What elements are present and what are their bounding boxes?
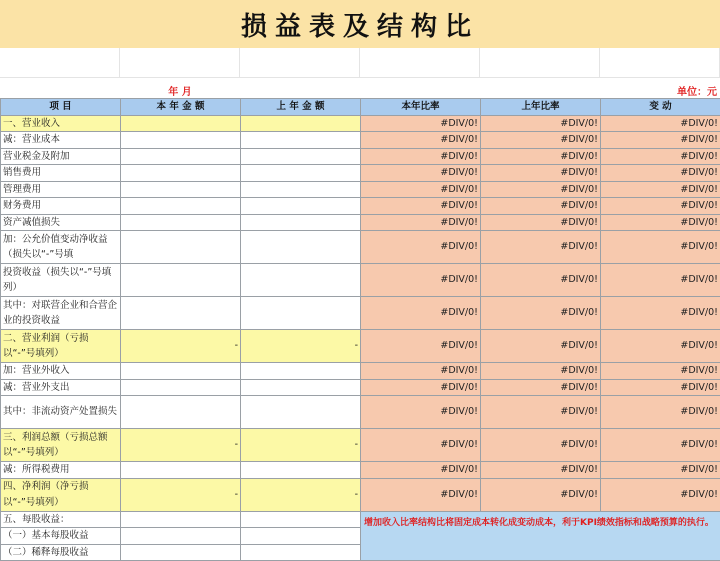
previous-year-cell[interactable] (241, 264, 361, 297)
item-cell[interactable]: 财务费用 (1, 198, 121, 215)
table-row (1, 231, 720, 264)
table-row (1, 429, 720, 462)
note-text: 增加收入比率结构比将固定成本转化成变动成本，利于KPI绩效指标和战略预算的执行。 (361, 511, 720, 561)
previous-year-cell[interactable] (241, 462, 361, 479)
change-cell[interactable]: #DIV/0! (601, 429, 720, 462)
previous-year-cell[interactable] (241, 297, 361, 330)
change-cell[interactable]: #DIV/0! (601, 264, 720, 297)
current-year-cell[interactable] (121, 148, 241, 165)
current-ratio-cell[interactable]: #DIV/0! (361, 478, 481, 511)
change-cell[interactable]: #DIV/0! (601, 198, 720, 215)
unit-label: 单位：元 (677, 87, 717, 98)
current-year-cell[interactable] (121, 379, 241, 396)
column-header-previous-year[interactable]: 上 年 金 额 (241, 99, 361, 116)
current-ratio-cell[interactable]: #DIV/0! (361, 181, 481, 198)
blank-row (0, 48, 720, 78)
previous-ratio-cell[interactable]: #DIV/0! (481, 462, 601, 479)
change-cell[interactable]: #DIV/0! (601, 214, 720, 231)
previous-ratio-cell[interactable]: #DIV/0! (481, 297, 601, 330)
change-cell[interactable]: #DIV/0! (601, 478, 720, 511)
table-row (1, 264, 720, 297)
previous-year-cell[interactable] (241, 379, 361, 396)
current-ratio-cell[interactable]: #DIV/0! (361, 165, 481, 182)
change-cell[interactable]: #DIV/0! (601, 115, 720, 132)
item-cell[interactable]: 其中：非流动资产处置损失 (1, 396, 121, 429)
current-year-cell[interactable] (121, 511, 241, 528)
previous-year-cell[interactable]: - (241, 330, 361, 363)
previous-year-cell[interactable] (241, 511, 361, 528)
item-cell[interactable]: 资产减值损失 (1, 214, 121, 231)
empty-cell[interactable] (120, 48, 240, 78)
empty-cell[interactable] (360, 48, 480, 78)
header-row (1, 99, 720, 116)
item-cell[interactable]: 其中：对联营企业和合营企业的投资收益 (1, 297, 121, 330)
current-year-cell[interactable] (121, 181, 241, 198)
previous-ratio-cell[interactable]: #DIV/0! (481, 181, 601, 198)
current-year-cell[interactable] (121, 462, 241, 479)
current-year-cell[interactable] (121, 198, 241, 215)
current-year-cell[interactable]: - (121, 478, 241, 511)
column-header-current-ratio[interactable]: 本年比率 (361, 99, 481, 116)
item-cell[interactable]: 加：公允价值变动净收益（损失以“-”号填 (1, 231, 121, 264)
sheet-title: 损益表及结构比 (0, 0, 720, 48)
current-year-cell[interactable] (121, 528, 241, 545)
previous-year-cell[interactable] (241, 363, 361, 380)
column-header-previous-ratio[interactable]: 上年比率 (481, 99, 601, 116)
current-year-cell[interactable] (121, 115, 241, 132)
previous-ratio-cell[interactable]: #DIV/0! (481, 264, 601, 297)
change-cell[interactable]: #DIV/0! (601, 165, 720, 182)
period-label: 年 月 (168, 87, 192, 98)
current-year-cell[interactable] (121, 396, 241, 429)
current-ratio-cell[interactable]: #DIV/0! (361, 363, 481, 380)
table-row (1, 330, 720, 363)
current-year-cell[interactable] (121, 363, 241, 380)
table-row (1, 115, 720, 132)
change-cell[interactable]: #DIV/0! (601, 330, 720, 363)
change-cell[interactable]: #DIV/0! (601, 132, 720, 149)
item-cell[interactable]: 销售费用 (1, 165, 121, 182)
current-ratio-cell[interactable]: #DIV/0! (361, 264, 481, 297)
previous-year-cell[interactable]: - (241, 478, 361, 511)
table-row (1, 132, 720, 149)
current-ratio-cell[interactable]: #DIV/0! (361, 115, 481, 132)
change-cell[interactable]: #DIV/0! (601, 396, 720, 429)
table-row (1, 297, 720, 330)
previous-ratio-cell[interactable]: #DIV/0! (481, 478, 601, 511)
previous-year-cell[interactable] (241, 165, 361, 182)
table-row (1, 181, 720, 198)
current-ratio-cell[interactable]: #DIV/0! (361, 148, 481, 165)
current-ratio-cell[interactable]: #DIV/0! (361, 214, 481, 231)
item-cell[interactable]: 减：营业外支出 (1, 379, 121, 396)
item-cell[interactable]: 一、营业收入 (1, 115, 121, 132)
table-row (1, 396, 720, 429)
item-cell[interactable]: 减：所得税费用 (1, 462, 121, 479)
previous-ratio-cell[interactable]: #DIV/0! (481, 330, 601, 363)
item-cell[interactable]: 二、营业利润（亏损以“-”号填列） (1, 330, 121, 363)
current-year-cell[interactable] (121, 165, 241, 182)
previous-year-cell[interactable] (241, 148, 361, 165)
current-year-cell[interactable] (121, 297, 241, 330)
column-header-current-year[interactable]: 本 年 金 额 (121, 99, 241, 116)
table-row (1, 363, 720, 380)
current-ratio-cell[interactable]: #DIV/0! (361, 297, 481, 330)
previous-ratio-cell[interactable]: #DIV/0! (481, 198, 601, 215)
current-ratio-cell[interactable]: #DIV/0! (361, 396, 481, 429)
current-year-cell[interactable] (121, 544, 241, 561)
table-row (1, 198, 720, 215)
previous-year-cell[interactable] (241, 544, 361, 561)
item-cell[interactable]: 投资收益（损失以“-”号填列） (1, 264, 121, 297)
current-ratio-cell[interactable]: #DIV/0! (361, 429, 481, 462)
table-row (1, 379, 720, 396)
current-ratio-cell[interactable]: #DIV/0! (361, 132, 481, 149)
change-cell[interactable]: #DIV/0! (601, 363, 720, 380)
empty-cell[interactable] (480, 48, 600, 78)
item-cell[interactable]: 五、每股收益： (1, 511, 121, 528)
previous-ratio-cell[interactable]: #DIV/0! (481, 132, 601, 149)
column-header-change[interactable]: 变 动 (601, 99, 720, 116)
previous-ratio-cell[interactable]: #DIV/0! (481, 148, 601, 165)
previous-ratio-cell[interactable]: #DIV/0! (481, 363, 601, 380)
previous-year-cell[interactable] (241, 231, 361, 264)
current-ratio-cell[interactable]: #DIV/0! (361, 462, 481, 479)
column-header-item[interactable]: 项 目 (1, 99, 121, 116)
previous-year-cell[interactable] (241, 181, 361, 198)
change-cell[interactable]: #DIV/0! (601, 297, 720, 330)
current-year-cell[interactable] (121, 264, 241, 297)
empty-cell[interactable] (240, 48, 360, 78)
previous-year-cell[interactable] (241, 396, 361, 429)
change-cell[interactable]: #DIV/0! (601, 231, 720, 264)
previous-year-cell[interactable] (241, 528, 361, 545)
item-cell[interactable]: 营业税金及附加 (1, 148, 121, 165)
current-ratio-cell[interactable]: #DIV/0! (361, 330, 481, 363)
current-year-cell[interactable] (121, 231, 241, 264)
table-row (1, 165, 720, 182)
change-cell[interactable]: #DIV/0! (601, 379, 720, 396)
previous-year-cell[interactable] (241, 115, 361, 132)
current-ratio-cell[interactable]: #DIV/0! (361, 198, 481, 215)
empty-cell[interactable] (600, 48, 720, 78)
item-cell[interactable]: 减：营业成本 (1, 132, 121, 149)
table-row (1, 214, 720, 231)
previous-year-cell[interactable] (241, 198, 361, 215)
item-cell[interactable]: 管理费用 (1, 181, 121, 198)
item-cell[interactable]: 加：营业外收入 (1, 363, 121, 380)
table-row (1, 478, 720, 511)
current-year-cell[interactable] (121, 132, 241, 149)
table-row (1, 511, 720, 528)
previous-ratio-cell[interactable]: #DIV/0! (481, 379, 601, 396)
previous-ratio-cell[interactable]: #DIV/0! (481, 214, 601, 231)
current-ratio-cell[interactable]: #DIV/0! (361, 379, 481, 396)
change-cell[interactable]: #DIV/0! (601, 181, 720, 198)
change-cell[interactable]: #DIV/0! (601, 148, 720, 165)
income-statement-table (0, 98, 720, 561)
item-cell[interactable]: 三、利润总额（亏损总额以“-”号填列） (1, 429, 121, 462)
item-cell[interactable]: 四、净利润（净亏损以“-”号填列） (1, 478, 121, 511)
current-year-cell[interactable]: - (121, 330, 241, 363)
previous-ratio-cell[interactable]: #DIV/0! (481, 231, 601, 264)
previous-ratio-cell[interactable]: #DIV/0! (481, 429, 601, 462)
item-cell[interactable]: （二）稀释每股收益 (1, 544, 121, 561)
current-year-cell[interactable]: - (121, 429, 241, 462)
table-row (1, 148, 720, 165)
previous-year-cell[interactable] (241, 214, 361, 231)
empty-cell[interactable] (0, 48, 120, 78)
item-cell[interactable]: （一）基本每股收益 (1, 528, 121, 545)
meta-row (0, 78, 720, 98)
current-ratio-cell[interactable]: #DIV/0! (361, 231, 481, 264)
previous-ratio-cell[interactable]: #DIV/0! (481, 396, 601, 429)
previous-ratio-cell[interactable]: #DIV/0! (481, 165, 601, 182)
previous-year-cell[interactable]: - (241, 429, 361, 462)
current-year-cell[interactable] (121, 214, 241, 231)
change-cell[interactable]: #DIV/0! (601, 462, 720, 479)
table-row (1, 462, 720, 479)
previous-ratio-cell[interactable]: #DIV/0! (481, 115, 601, 132)
previous-year-cell[interactable] (241, 132, 361, 149)
